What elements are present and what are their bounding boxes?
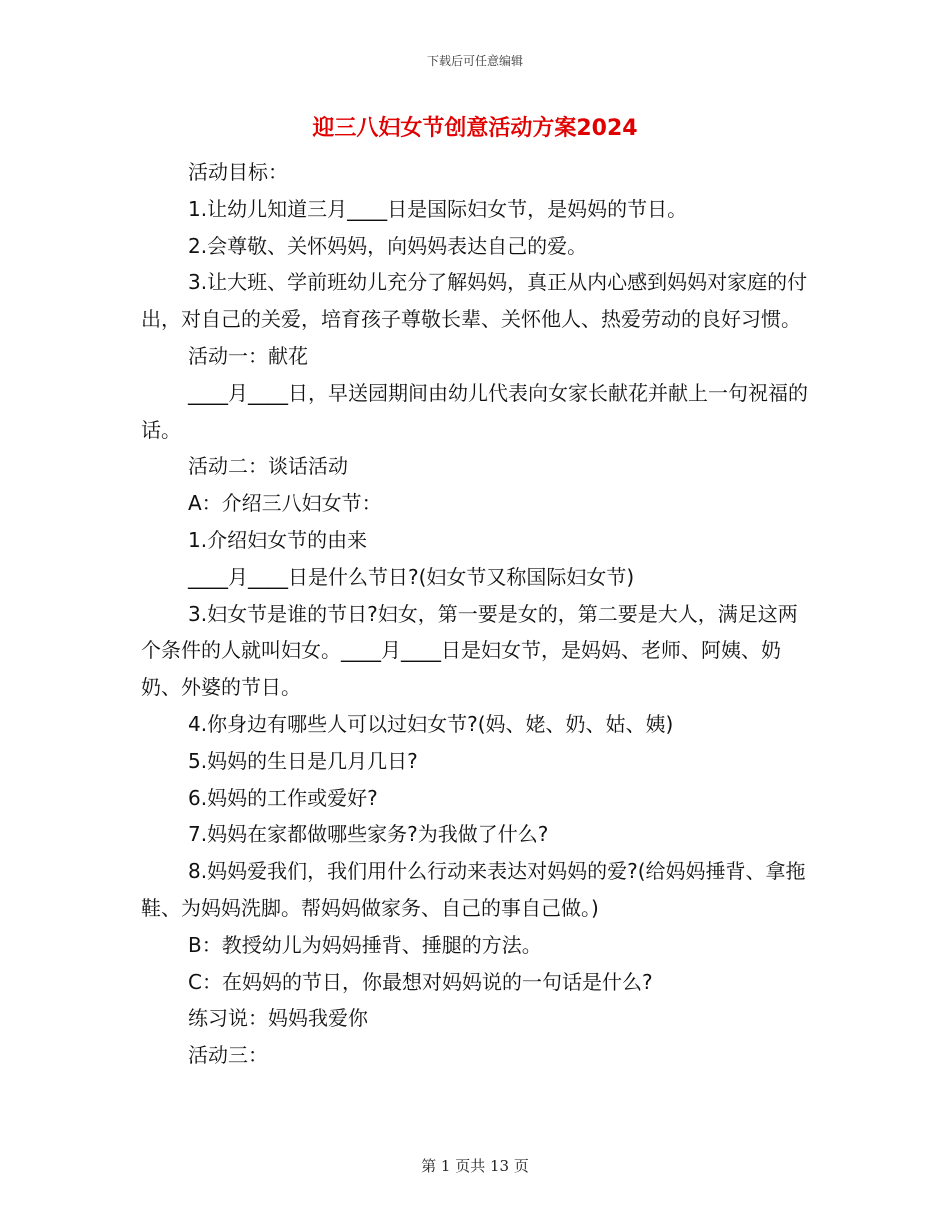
page-header: 下载后可任意编辑 — [426, 54, 523, 68]
paragraph: 3.妇女节是谁的节日?妇女，第一要是女的，第二要是大人，满足这两个条件的人就叫妇女。____月____日是妇女节，是妈妈、老师、阿姨、奶奶、外婆的节日。 — [141, 601, 798, 700]
paragraph: ____月____日是什么节日?(妇女节又称国际妇女节) — [188, 564, 635, 589]
document-title: 迎三八妇女节创意活动方案2024 — [312, 116, 638, 141]
paragraph: 活动三： — [188, 1043, 268, 1068]
paragraph: 4.你身边有哪些人可以过妇女节?(妈、姥、奶、姑、姨) — [188, 711, 674, 736]
paragraph: ____月____日，早送园期间由幼儿代表向女家长献花并献上一句祝福的话。 — [141, 380, 808, 442]
paragraph: 6.妈妈的工作或爱好? — [188, 785, 378, 810]
paragraph: 活动目标： — [188, 160, 288, 184]
paragraph: 1.介绍妇女节的由来 — [188, 527, 368, 552]
paragraph: B：教授幼儿为妈妈捶背、捶腿的方法。 — [188, 932, 542, 957]
page-footer: 第 1 页共 13 页 — [421, 1157, 529, 1175]
paragraph: 1.让幼儿知道三月____日是国际妇女节，是妈妈的节日。 — [188, 196, 688, 221]
paragraph: C：在妈妈的节日，你最想对妈妈说的一句话是什么? — [188, 969, 653, 994]
paragraph: 练习说：妈妈我爱你 — [188, 1006, 368, 1031]
paragraph: 3.让大班、学前班幼儿充分了解妈妈，真正从内心感到妈妈对家庭的付出，对自己的关爱，培育孩子尊敬长辈、关怀他人、热爱劳动的良好习惯。 — [141, 270, 808, 332]
paragraph: 5.妈妈的生日是几月几日? — [188, 748, 418, 773]
paragraph: 活动一：献花 — [188, 343, 308, 368]
document-body — [141, 154, 811, 1074]
paragraph: A：介绍三八妇女节： — [188, 491, 382, 516]
paragraph: 2.会尊敬、关怀妈妈，向妈妈表达自己的爱。 — [188, 233, 588, 258]
paragraph: 8.妈妈爱我们，我们用什么行动来表达对妈妈的爱?(给妈妈捶背、拿拖鞋、为妈妈洗脚。帮妈妈做家务、自己的事自己做。) — [141, 859, 806, 920]
paragraph: 7.妈妈在家都做哪些家务?为我做了什么? — [188, 822, 549, 847]
paragraph: 活动二：谈话活动 — [188, 454, 348, 479]
